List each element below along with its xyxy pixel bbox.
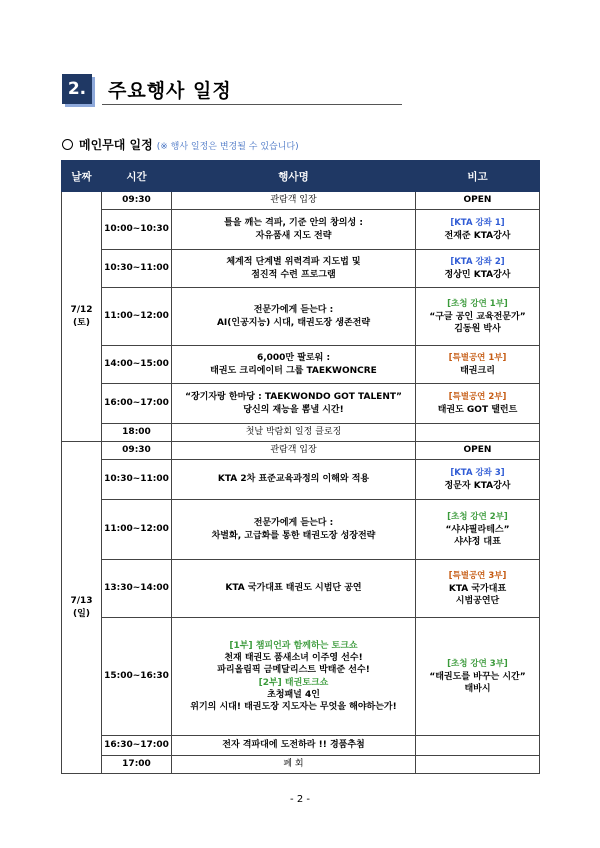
table-row [62,460,540,500]
note-cell [416,424,540,442]
note-cell: [KTA 강좌 3] 정문자 KTA강사 [416,460,540,500]
event-cell: 관람객 입장 [172,192,416,210]
subsection-header [62,136,299,153]
date-cell: 7/13 (일) [62,442,102,774]
time-cell: 16:00~17:00 [102,384,172,424]
header-time: 시간 [102,161,172,192]
note-cell [416,736,540,756]
time-cell: 13:30~14:00 [102,560,172,618]
header-date: 날짜 [62,161,102,192]
time-cell: 18:00 [102,424,172,442]
note-cell: [KTA 강좌 1] 전재준 KTA강사 [416,210,540,250]
time-cell: 10:00~10:30 [102,210,172,250]
time-cell: 16:30~17:00 [102,736,172,756]
time-cell: 10:30~11:00 [102,250,172,288]
note-cell: [특별공연 2부] 태권도 GOT 탤런트 [416,384,540,424]
table-row [62,210,540,250]
note-cell: [초청 강연 2부] “샤샤필라테스” 샤샤정 대표 [416,500,540,560]
table-row [62,192,540,210]
event-cell: 6,000만 팔로워 : 태권도 크리에이터 그룹 TAEKWONCRE [172,346,416,384]
time-cell: 09:30 [102,442,172,460]
schedule-table [61,160,540,774]
table-row [62,736,540,756]
date-cell: 7/12 (토) [62,192,102,442]
event-cell: 첫날 박람회 일정 클로징 [172,424,416,442]
event-cell: 폐 회 [172,756,416,774]
subsection-note: (※ 행사 일정은 변경될 수 있습니다) [156,142,299,152]
event-cell: “장기자랑 한마당 : TAEKWONDO GOT TALENT” 당신의 재능을 뽐낼 시간! [172,384,416,424]
page-number: - 2 - [290,794,310,805]
table-row [62,442,540,460]
time-cell: 15:00~16:30 [102,618,172,736]
table-row [62,424,540,442]
note-cell: [특별공연 3부] KTA 국가대표 시범공연단 [416,560,540,618]
note-cell: OPEN [416,192,540,210]
subsection-title: 메인무대 일정 [79,138,153,152]
table-header-row [62,161,540,192]
event-cell: 전문가에게 듣는다 : AI(인공지능) 시대, 태권도장 생존전략 [172,288,416,346]
time-cell: 14:00~15:00 [102,346,172,384]
section-divider [102,104,402,105]
event-cell: [1부] 챔피언과 함께하는 토크쇼 천재 태권도 품새소녀 이주영 선수! 파리올림픽 금메달리스트 박태준 선수! [2부] 태권토크쇼 초청패널 4인 위기의 시대! 태권도장 지도자는 무엇을 해야하는가! [172,618,416,736]
time-cell: 17:00 [102,756,172,774]
header-note: 비고 [416,161,540,192]
table-row [62,250,540,288]
event-cell: 전자 격파대에 도전하라 !! 경품추첨 [172,736,416,756]
time-cell: 09:30 [102,192,172,210]
event-cell: KTA 국가대표 태권도 시범단 공연 [172,560,416,618]
table-row [62,756,540,774]
time-cell: 10:30~11:00 [102,460,172,500]
section-title: 주요행사 일정 [108,80,232,102]
note-cell: [초청 강연 1부] “구글 공인 교육전문가” 김동원 박사 [416,288,540,346]
time-cell: 11:00~12:00 [102,288,172,346]
table-row [62,346,540,384]
event-cell: 틀을 깨는 격파, 기준 안의 창의성 : 자유품새 지도 전략 [172,210,416,250]
event-cell: 전문가에게 듣는다 : 차별화, 고급화를 통한 태권도장 성장전략 [172,500,416,560]
note-cell: [초청 강연 3부] “태권도를 바꾸는 시간” 태바시 [416,618,540,736]
header-event: 행사명 [172,161,416,192]
section-number: 2. [62,74,92,104]
table-row [62,560,540,618]
event-cell: 관람객 입장 [172,442,416,460]
note-cell [416,756,540,774]
table-row [62,618,540,736]
table-row [62,500,540,560]
note-cell: [KTA 강좌 2] 정상민 KTA강사 [416,250,540,288]
table-row [62,384,540,424]
note-cell: [특별공연 1부] 태권크리 [416,346,540,384]
section-header [62,74,402,108]
circle-bullet-icon [62,139,73,150]
event-cell: KTA 2차 표준교육과정의 이해와 적용 [172,460,416,500]
note-cell: OPEN [416,442,540,460]
event-cell: 체계적 단계별 위력격파 지도법 및 점진적 수련 프로그램 [172,250,416,288]
table-row [62,288,540,346]
time-cell: 11:00~12:00 [102,500,172,560]
